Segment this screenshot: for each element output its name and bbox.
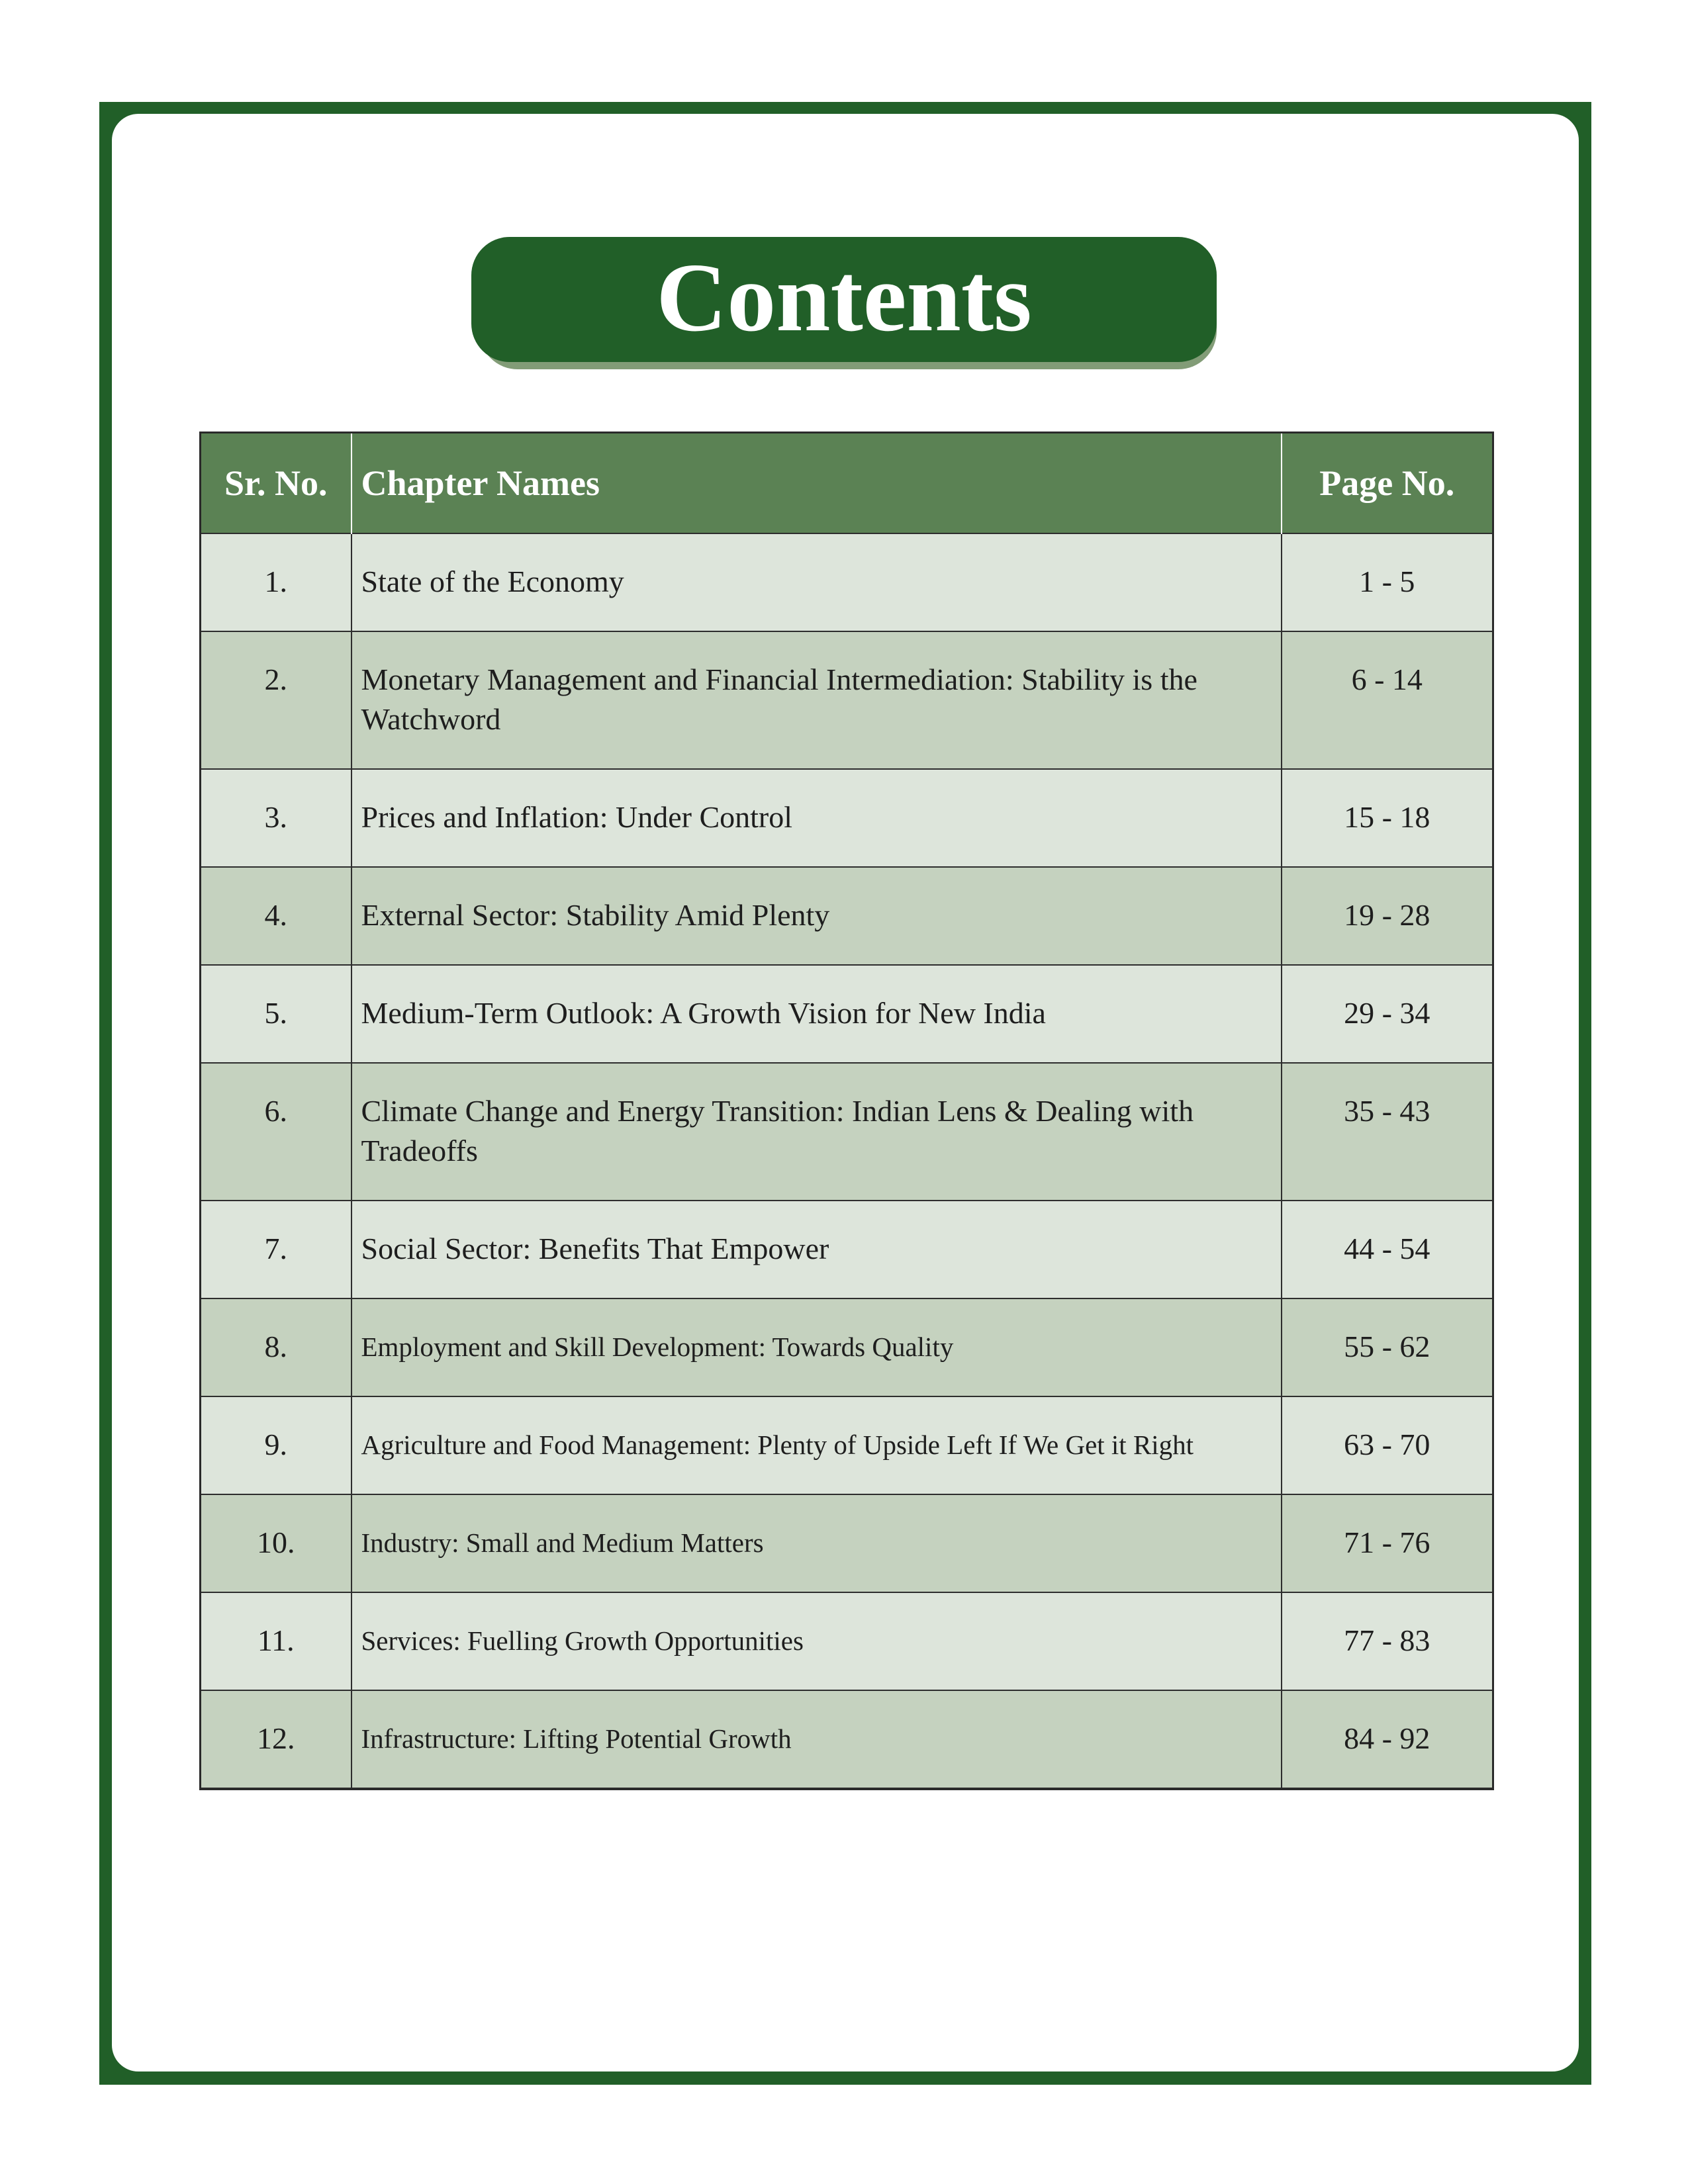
sr-no-cell: 2. <box>201 631 352 769</box>
sr-no-cell: 1. <box>201 533 352 631</box>
header-chapter-names: Chapter Names <box>352 433 1282 534</box>
chapter-name-cell[interactable]: Services: Fuelling Growth Opportunities <box>352 1592 1282 1690</box>
chapter-name-cell[interactable]: Monetary Management and Financial Intermediation: Stability is the Watchword <box>352 631 1282 769</box>
page-range-cell: 19 - 28 <box>1282 867 1493 965</box>
page-range-cell: 15 - 18 <box>1282 769 1493 867</box>
table-row[interactable] <box>201 533 1493 631</box>
table-row[interactable] <box>201 1592 1493 1690</box>
chapter-name-cell[interactable]: State of the Economy <box>352 533 1282 631</box>
title-banner <box>471 237 1217 362</box>
sr-no-cell: 9. <box>201 1396 352 1494</box>
header-page-no: Page No. <box>1282 433 1493 534</box>
chapter-name-cell[interactable]: Agriculture and Food Management: Plenty of Upside Left If We Get it Right <box>352 1396 1282 1494</box>
sr-no-cell: 5. <box>201 965 352 1063</box>
chapter-name-cell[interactable]: Climate Change and Energy Transition: Indian Lens & Dealing with Tradeoffs <box>352 1063 1282 1201</box>
table-row[interactable] <box>201 769 1493 867</box>
page-range-cell: 35 - 43 <box>1282 1063 1493 1201</box>
chapter-name-cell[interactable]: Medium-Term Outlook: A Growth Vision for New India <box>352 965 1282 1063</box>
chapter-name-cell[interactable]: Industry: Small and Medium Matters <box>352 1494 1282 1592</box>
table-row[interactable] <box>201 1201 1493 1298</box>
page-range-cell: 29 - 34 <box>1282 965 1493 1063</box>
sr-no-cell: 4. <box>201 867 352 965</box>
sr-no-cell: 6. <box>201 1063 352 1201</box>
page-range-cell: 63 - 70 <box>1282 1396 1493 1494</box>
table-row[interactable] <box>201 1063 1493 1201</box>
table-row[interactable] <box>201 1690 1493 1789</box>
chapter-name-cell[interactable]: Infrastructure: Lifting Potential Growth <box>352 1690 1282 1789</box>
chapter-name-cell[interactable]: Prices and Inflation: Under Control <box>352 769 1282 867</box>
table-row[interactable] <box>201 867 1493 965</box>
header-sr-no: Sr. No. <box>201 433 352 534</box>
table-row[interactable] <box>201 1396 1493 1494</box>
chapter-name-cell[interactable]: Social Sector: Benefits That Empower <box>352 1201 1282 1298</box>
page-range-cell: 6 - 14 <box>1282 631 1493 769</box>
page-title: Contents <box>656 243 1032 352</box>
contents-table <box>199 432 1494 1790</box>
sr-no-cell: 7. <box>201 1201 352 1298</box>
table-row[interactable] <box>201 1494 1493 1592</box>
sr-no-cell: 10. <box>201 1494 352 1592</box>
table-row[interactable] <box>201 631 1493 769</box>
page-range-cell: 1 - 5 <box>1282 533 1493 631</box>
chapter-name-cell[interactable]: External Sector: Stability Amid Plenty <box>352 867 1282 965</box>
page-range-cell: 71 - 76 <box>1282 1494 1493 1592</box>
sr-no-cell: 11. <box>201 1592 352 1690</box>
sr-no-cell: 3. <box>201 769 352 867</box>
sr-no-cell: 12. <box>201 1690 352 1789</box>
sr-no-cell: 8. <box>201 1298 352 1396</box>
chapter-name-cell[interactable]: Employment and Skill Development: Towards Quality <box>352 1298 1282 1396</box>
table-header-row <box>201 433 1493 534</box>
table-row[interactable] <box>201 1298 1493 1396</box>
table-row[interactable] <box>201 965 1493 1063</box>
page-range-cell: 55 - 62 <box>1282 1298 1493 1396</box>
page-range-cell: 77 - 83 <box>1282 1592 1493 1690</box>
page-range-cell: 44 - 54 <box>1282 1201 1493 1298</box>
page-range-cell: 84 - 92 <box>1282 1690 1493 1789</box>
